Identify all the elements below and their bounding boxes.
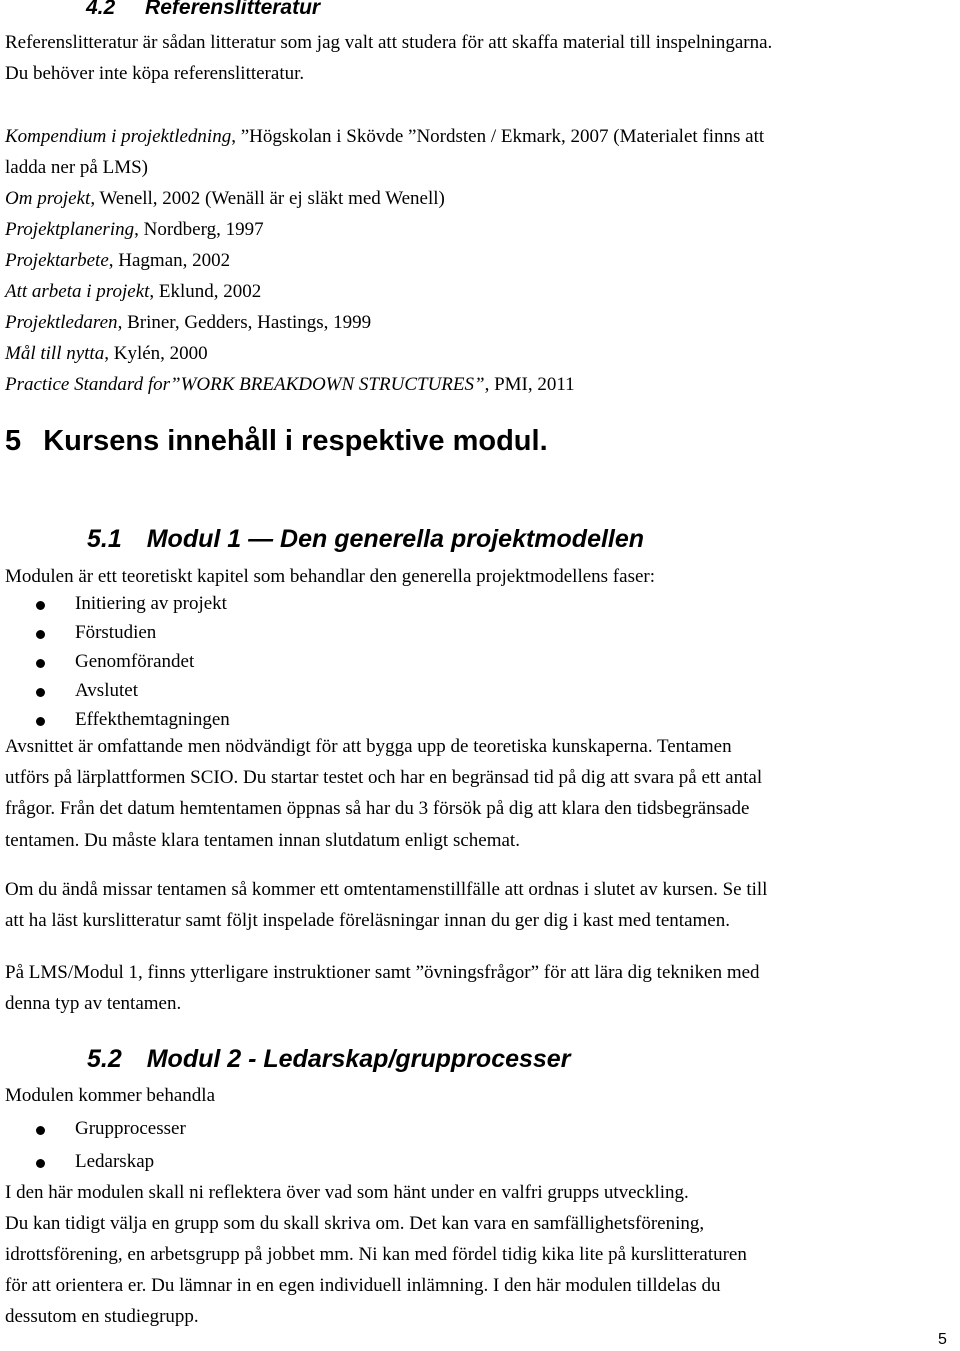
ref-item <box>5 250 230 272</box>
ref-item <box>5 219 264 241</box>
ref-item-rest: , Hagman, 2002 <box>108 250 231 271</box>
ref-item-rest: , ”Högskolan i Skövde ”Nordsten / Ekmark, 2007 (Materialet finns att <box>231 126 765 147</box>
ref-item-title: Projektplanering <box>5 219 135 240</box>
ref-item-title: Kompendium i projektledning <box>5 126 232 147</box>
paragraph-line: frågor. Från det datum hemtentamen öppnas så har du 3 försök på dig att klara den tidsbegränsade <box>5 798 750 819</box>
ref-item-rest: ladda ner på LMS) <box>5 157 148 178</box>
list-item-text: Effekthemtagningen <box>75 709 230 730</box>
paragraph-line: På LMS/Modul 1, finns ytterligare instruktioner samt ”övningsfrågor” för att lära dig tekniken med <box>5 962 760 983</box>
section-number: 5.1 <box>87 525 122 553</box>
bullet-icon <box>36 717 45 726</box>
page-number: 5 <box>938 1331 947 1348</box>
paragraph-line: I den här modulen skall ni reflektera över vad som hänt under en valfri grupps utveckling. <box>5 1182 689 1203</box>
list-item-text: Initiering av projekt <box>75 593 227 614</box>
ref-item <box>5 312 371 334</box>
section-title: Modul 2 - Ledarskap/grupprocesser <box>146 1045 571 1073</box>
ref-item <box>5 126 764 148</box>
modul2-intro: Modulen kommer behandla <box>5 1085 216 1106</box>
section-heading-5-2 <box>87 1045 570 1074</box>
ref-item-rest: , Nordberg, 1997 <box>134 219 264 240</box>
ref-item-rest: , Wenell, 2002 (Wenäll är ej släkt med Wenell) <box>90 188 445 209</box>
paragraph-line: tentamen. Du måste klara tentamen innan slutdatum enligt schemat. <box>5 830 520 851</box>
section-number: 4.2 <box>86 0 116 19</box>
paragraph-line: idrottsförening, en arbetsgrupp på jobbet mm. Ni kan med fördel tidig kika lite på kurslitteraturen <box>5 1244 747 1265</box>
list-item-text: Genomförandet <box>75 651 195 672</box>
ref-item-title: Practice Standard for”WORK BREAKDOWN STRUCTURES” <box>5 374 485 395</box>
bullet-icon <box>36 659 45 668</box>
bullet-icon <box>36 1159 45 1168</box>
chapter-heading-5 <box>5 425 548 458</box>
ref-item-title: Projektarbete <box>5 250 109 271</box>
paragraph-line: att ha läst kurslitteratur samt följt inspelade föreläsningar innan du ger dig i kast med tentamen. <box>5 910 730 931</box>
section-title: Referenslitteratur <box>145 0 321 19</box>
list-item-text: Grupprocesser <box>75 1118 186 1139</box>
ref-item-rest: , Kylén, 2000 <box>104 343 208 364</box>
ref-intro-line-2: Du behöver inte köpa referenslitteratur. <box>5 63 305 84</box>
section-heading-4-2 <box>86 0 320 20</box>
ref-item-title: Om projekt <box>5 188 91 209</box>
bullet-icon <box>36 1126 45 1135</box>
ref-item-title: Projektledaren <box>5 312 118 333</box>
ref-intro-line-1: Referenslitteratur är sådan litteratur som jag valt att studera för att skaffa material till inspelningarna. <box>5 32 773 53</box>
chapter-number: 5 <box>5 425 22 457</box>
bullet-icon <box>36 601 45 610</box>
paragraph-line: utförs på lärplattformen SCIO. Du startar testet och har en begränsad tid på dig att svara på ett antal <box>5 767 763 788</box>
chapter-title: Kursens innehåll i respektive modul. <box>43 425 548 457</box>
ref-item <box>5 188 445 210</box>
paragraph-line: denna typ av tentamen. <box>5 993 182 1014</box>
paragraph-line: Avsnittet är omfattande men nödvändigt för att bygga upp de teoretiska kunskaperna. Tentamen <box>5 736 732 757</box>
modul1-intro: Modulen är ett teoretiskt kapitel som behandlar den generella projektmodellens faser: <box>5 566 655 587</box>
paragraph-line: Du kan tidigt välja en grupp som du skall skriva om. Det kan vara en samfällighetsförening, <box>5 1213 705 1234</box>
ref-item-rest: , Eklund, 2002 <box>149 281 262 302</box>
paragraph-line: för att orientera er. Du lämnar in en egen individuell inlämning. I den här modulen tilldelas du <box>5 1275 721 1296</box>
ref-item-rest: , PMI, 2011 <box>484 374 575 395</box>
section-number: 5.2 <box>87 1045 122 1073</box>
paragraph-line: dessutom en studiegrupp. <box>5 1306 199 1327</box>
bullet-icon <box>36 688 45 697</box>
section-title: Modul 1 — Den generella projektmodellen <box>146 525 645 553</box>
paragraph-line: Om du ändå missar tentamen så kommer ett omtentamenstillfälle att ordnas i slutet av kursen. Se till <box>5 879 768 900</box>
section-heading-5-1 <box>87 525 644 554</box>
ref-item <box>5 157 148 179</box>
ref-item-title: Att arbeta i projekt <box>5 281 150 302</box>
ref-item <box>5 374 575 396</box>
bullet-icon <box>36 630 45 639</box>
list-item-text: Ledarskap <box>75 1151 155 1172</box>
ref-item <box>5 343 208 365</box>
list-item-text: Förstudien <box>75 622 157 643</box>
ref-item-title: Mål till nytta <box>5 343 105 364</box>
list-item-text: Avslutet <box>75 680 138 701</box>
ref-item-rest: , Briner, Gedders, Hastings, 1999 <box>117 312 372 333</box>
ref-item <box>5 281 261 303</box>
